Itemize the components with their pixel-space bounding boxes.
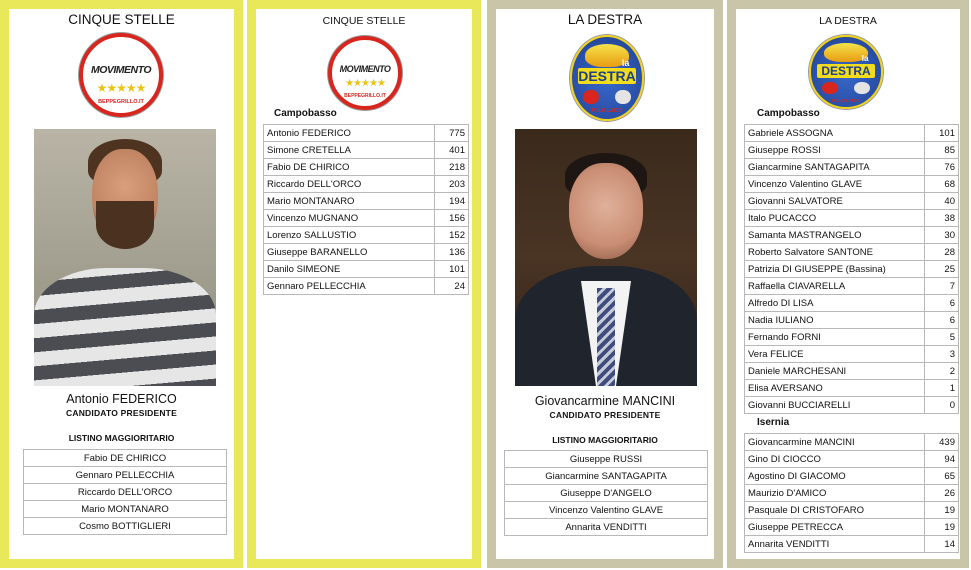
candidate-name-cell: Fernando FORNI (745, 329, 925, 346)
panel-title: LA DESTRA (567, 12, 643, 27)
candidate-name-cell: Riccardo DELL'ORCO (264, 176, 435, 193)
candidate-name-cell: Vera FELICE (745, 346, 925, 363)
table-row (745, 312, 959, 329)
table-row (745, 468, 959, 485)
vote-count-cell: 152 (435, 227, 469, 244)
vote-count-cell: 775 (435, 125, 469, 142)
listino-row (24, 518, 227, 535)
panel-m5s-votes (247, 0, 481, 568)
candidate-name-cell: Maurizio D'AMICO (745, 485, 925, 502)
photo-tie (597, 288, 615, 386)
vote-count-cell: 26 (925, 485, 959, 502)
candidate-name: Giovancarmine MANCINI (534, 394, 676, 408)
table-row (264, 227, 469, 244)
logo-stars: ★★★★★ (345, 78, 385, 90)
candidate-name-cell: Raffaella CIAVARELLA (745, 278, 925, 295)
candidate-name-cell: Daniele MARCHESANI (745, 363, 925, 380)
candidate-role: CANDIDATO PRESIDENTE (66, 408, 177, 418)
vote-count-cell: 3 (925, 346, 959, 363)
listino-title: LISTINO MAGGIORITARIO (68, 433, 175, 443)
listino-name: Cosmo BOTTIGLIERI (24, 518, 227, 535)
table-row (264, 176, 469, 193)
candidate-name-cell: Samanta MASTRANGELO (745, 227, 925, 244)
candidate-name-cell: Lorenzo SALLUSTIO (264, 227, 435, 244)
panel-destra-votes (727, 0, 969, 568)
table-row (264, 261, 469, 278)
candidate-name-cell: Pasquale DI CRISTOFARO (745, 502, 925, 519)
candidate-photo (34, 129, 216, 386)
listino-name: Giuseppe RUSSI (505, 451, 708, 468)
table-row (264, 142, 469, 159)
listino-name: Gennaro PELLECCHIA (24, 467, 227, 484)
logo-red-emblem (822, 82, 837, 95)
logo-word: DESTRA (817, 64, 876, 78)
table-row (264, 193, 469, 210)
votes-table (263, 124, 469, 295)
table-row (745, 176, 959, 193)
listino-name: Giancarmine SANTAGAPITA (505, 468, 708, 485)
listino-table (23, 449, 227, 535)
votes-table-isernia (744, 433, 959, 553)
photo-sweater (34, 268, 216, 386)
logo-stars: ★★★★★ (96, 81, 146, 96)
vote-count-cell: 38 (925, 210, 959, 227)
candidate-name-cell: Vincenzo Valentino GLAVE (745, 176, 925, 193)
candidate-name-cell: Elisa AVERSANO (745, 380, 925, 397)
vote-count-cell: 156 (435, 210, 469, 227)
listino-row (24, 467, 227, 484)
logo-polo: POLO LAICO (832, 97, 860, 103)
table-row (745, 451, 959, 468)
vote-count-cell: 439 (925, 434, 959, 451)
table-row (745, 519, 959, 536)
panel-m5s-candidate (0, 0, 243, 568)
logo-word: MOVIMENTO (339, 63, 391, 74)
vote-count-cell: 6 (925, 295, 959, 312)
table-row (745, 295, 959, 312)
table-row (745, 346, 959, 363)
vote-count-cell: 40 (925, 193, 959, 210)
vote-count-cell: 14 (925, 536, 959, 553)
vote-count-cell: 7 (925, 278, 959, 295)
candidate-name-cell: Giuseppe BARANELLO (264, 244, 435, 261)
vote-count-cell: 19 (925, 519, 959, 536)
table-row (745, 142, 959, 159)
table-row (745, 125, 959, 142)
table-row (264, 159, 469, 176)
listino-row (505, 485, 708, 502)
table-row (745, 210, 959, 227)
section-label: Campobasso (274, 108, 337, 119)
panel-title: LA DESTRA (819, 15, 877, 27)
candidate-role: CANDIDATO PRESIDENTE (549, 410, 661, 420)
la-destra-logo (809, 35, 883, 109)
vote-count-cell: 25 (925, 261, 959, 278)
vote-count-cell: 0 (925, 397, 959, 414)
vote-count-cell: 6 (925, 312, 959, 329)
vote-count-cell: 1 (925, 380, 959, 397)
logo-grey-emblem (615, 90, 630, 105)
candidate-name-cell: Roberto Salvatore SANTONE (745, 244, 925, 261)
logo-word: MOVIMENTO (90, 64, 152, 77)
candidate-name-cell: Vincenzo MUGNANO (264, 210, 435, 227)
table-row (745, 502, 959, 519)
table-row (264, 244, 469, 261)
candidate-name-cell: Giovanni BUCCIARELLI (745, 397, 925, 414)
vote-count-cell: 19 (925, 502, 959, 519)
logo-site: BEPPEGRILLO.IT (98, 99, 144, 106)
section-label-campobasso: Campobasso (757, 108, 820, 119)
vote-count-cell: 5 (925, 329, 959, 346)
table-row (745, 193, 959, 210)
logo-la: la (621, 58, 630, 69)
vote-count-cell: 94 (925, 451, 959, 468)
listino-row (24, 450, 227, 467)
vote-count-cell: 194 (435, 193, 469, 210)
listino-row (505, 451, 708, 468)
vote-count-cell: 203 (435, 176, 469, 193)
vote-count-cell: 68 (925, 176, 959, 193)
candidate-name-cell: Patrizia DI GIUSEPPE (Bassina) (745, 261, 925, 278)
table-row (745, 363, 959, 380)
table-row (264, 125, 469, 142)
candidate-name-cell: Italo PUCACCO (745, 210, 925, 227)
candidate-name: Antonio FEDERICO (66, 392, 177, 406)
listino-name: Giuseppe D'ANGELO (505, 485, 708, 502)
candidate-name-cell: Gino DI CIOCCO (745, 451, 925, 468)
logo-grey-emblem (854, 82, 869, 95)
photo-face (569, 163, 643, 259)
candidate-name-cell: Gabriele ASSOGNA (745, 125, 925, 142)
listino-name: Vincenzo Valentino GLAVE (505, 502, 708, 519)
candidate-name-cell: Alfredo DI LISA (745, 295, 925, 312)
candidate-name-cell: Danilo SIMEONE (264, 261, 435, 278)
listino-row (505, 468, 708, 485)
candidate-name-cell: Simone CRETELLA (264, 142, 435, 159)
listino-row (24, 484, 227, 501)
table-row (745, 397, 959, 414)
vote-count-cell: 2 (925, 363, 959, 380)
movimento-5-stelle-logo (79, 33, 163, 117)
vote-count-cell: 65 (925, 468, 959, 485)
table-row (745, 329, 959, 346)
listino-table (504, 450, 708, 536)
listino-name: Mario MONTANARO (24, 501, 227, 518)
section-label-isernia: Isernia (757, 417, 790, 428)
vote-count-cell: 401 (435, 142, 469, 159)
vote-count-cell: 85 (925, 142, 959, 159)
table-row (745, 159, 959, 176)
candidate-name-cell: Giovanni SALVATORE (745, 193, 925, 210)
la-destra-logo (570, 35, 644, 121)
table-row (745, 244, 959, 261)
vote-count-cell: 136 (435, 244, 469, 261)
table-row (264, 210, 469, 227)
photo-beard (96, 201, 154, 249)
vote-count-cell: 24 (435, 278, 469, 295)
listino-row (505, 502, 708, 519)
panel-title: CINQUE STELLE (68, 12, 175, 27)
candidate-name-cell: Giuseppe ROSSI (745, 142, 925, 159)
table-row (264, 278, 469, 295)
candidate-name-cell: Antonio FEDERICO (264, 125, 435, 142)
candidate-name-cell: Gennaro PELLECCHIA (264, 278, 435, 295)
table-row (745, 380, 959, 397)
candidate-name-cell: Annarita VENDITTI (745, 536, 925, 553)
logo-site: BEPPEGRILLO.IT (344, 93, 386, 100)
table-row (745, 261, 959, 278)
candidate-name-cell: Giancarmine SANTAGAPITA (745, 159, 925, 176)
listino-name: Fabio DE CHIRICO (24, 450, 227, 467)
vote-count-cell: 101 (925, 125, 959, 142)
candidate-name-cell: Fabio DE CHIRICO (264, 159, 435, 176)
movimento-5-stelle-logo (328, 36, 402, 110)
logo-la: la (861, 53, 869, 63)
table-row (745, 278, 959, 295)
listino-name: Riccardo DELL'ORCO (24, 484, 227, 501)
candidate-photo (515, 129, 697, 386)
vote-count-cell: 76 (925, 159, 959, 176)
vote-count-cell: 30 (925, 227, 959, 244)
listino-row (24, 501, 227, 518)
candidate-name-cell: Giuseppe PETRECCA (745, 519, 925, 536)
panel-destra-candidate (487, 0, 723, 568)
vote-count-cell: 101 (435, 261, 469, 278)
candidate-name-cell: Giovancarmine MANCINI (745, 434, 925, 451)
logo-polo: POLO LAICO (591, 108, 623, 115)
table-row (745, 227, 959, 244)
vote-count-cell: 218 (435, 159, 469, 176)
vote-count-cell: 28 (925, 244, 959, 261)
logo-word: DESTRA (578, 68, 636, 85)
candidate-name-cell: Agostino DI GIACOMO (745, 468, 925, 485)
table-row (745, 434, 959, 451)
listino-name: Annarita VENDITTI (505, 519, 708, 536)
logo-red-emblem (583, 90, 598, 105)
candidate-name-cell: Mario MONTANARO (264, 193, 435, 210)
listino-row (505, 519, 708, 536)
candidate-name-cell: Nadia IULIANO (745, 312, 925, 329)
listino-title: LISTINO MAGGIORITARIO (552, 435, 658, 445)
table-row (745, 536, 959, 553)
table-row (745, 485, 959, 502)
panel-title: CINQUE STELLE (322, 15, 406, 27)
votes-table-campobasso (744, 124, 959, 414)
